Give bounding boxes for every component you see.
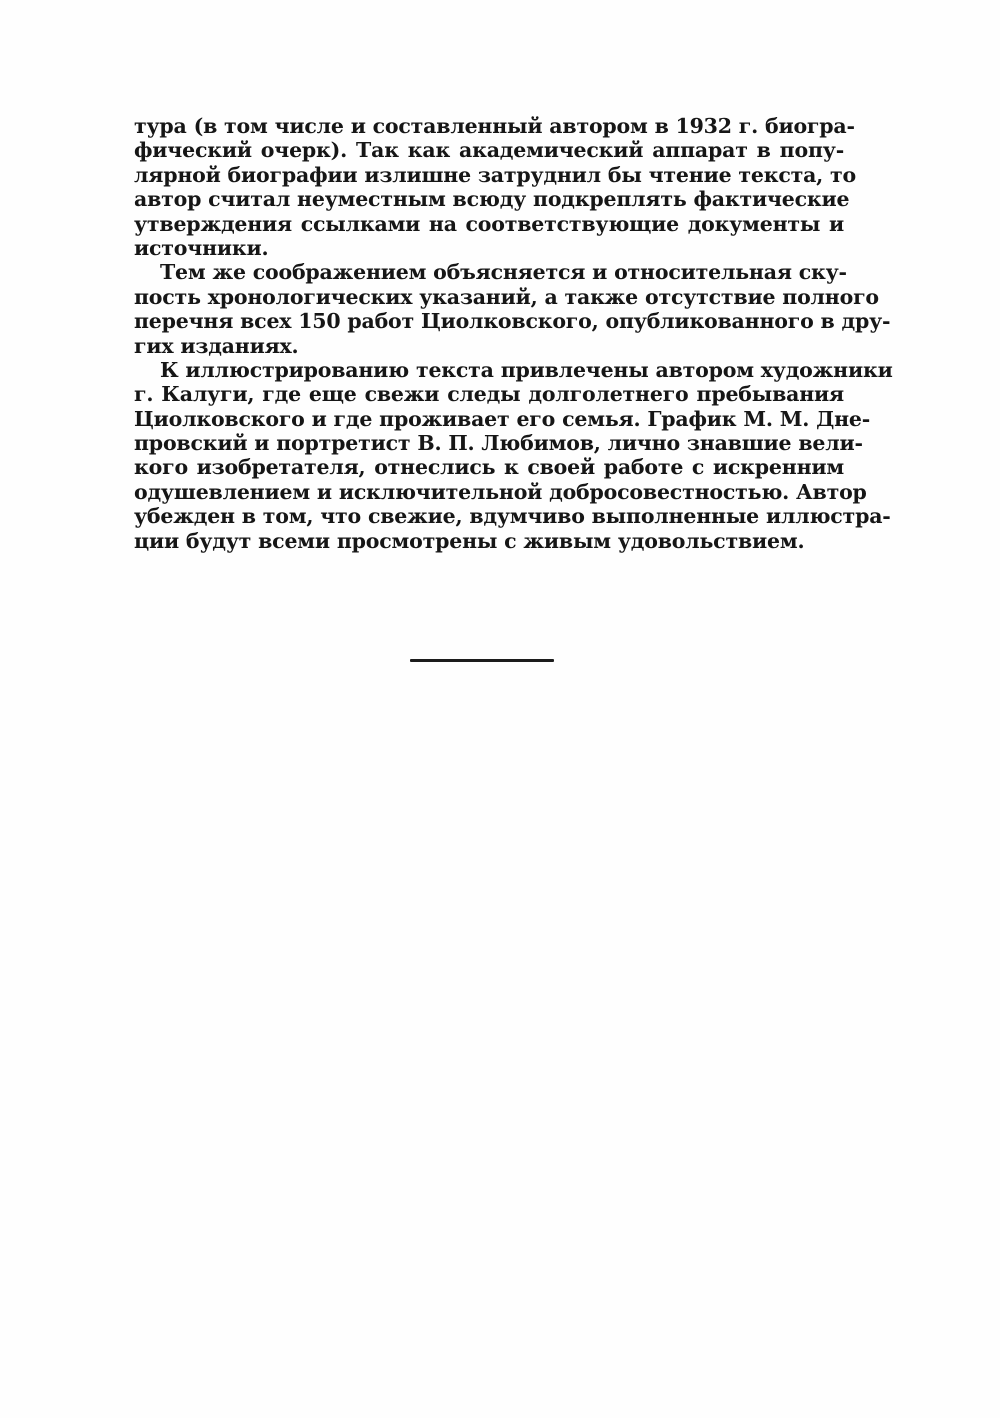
text-line: кого изобретателя, отнеслись к своей работе с искренним	[134, 455, 844, 480]
text-line: тура (в том числе и составленный автором в 1932 г. биогра-	[134, 114, 855, 138]
paragraph-2	[134, 260, 891, 358]
text-line: пость хронологических указаний, а также отсутствие полного	[134, 284, 879, 309]
text-line: фический очерк). Так как академический аппарат в попу-	[134, 138, 844, 163]
text-line: одушевлением и исключительной добросовестностью. Автор	[134, 479, 867, 504]
text-line: ции будут всеми просмотрены с живым удовольствием.	[134, 528, 805, 553]
text-line: утверждения ссылками на соответствующие документы и	[134, 211, 844, 236]
paragraph-1	[134, 114, 857, 260]
text-line: источники.	[134, 235, 269, 260]
paragraph-3	[134, 357, 893, 553]
text-line: г. Калуги, где еще свежи следы долголетнего пребывания	[134, 382, 844, 407]
text-line: Тем же соображением объясняется и относительная ску-	[160, 260, 847, 285]
text-line: лярной биографии излишне затруднил бы чтение текста, то	[134, 162, 857, 187]
text-line: убежден в том, что свежие, вдумчиво выполненные иллюстра-	[134, 504, 891, 529]
text-line: К иллюстрированию текста привлечены автором художники	[160, 357, 893, 382]
text-line: перечня всех 150 работ Циолковского, опубликованного в дру-	[134, 309, 891, 334]
text-line: гих изданиях.	[134, 333, 299, 358]
text-line: Циолковского и где проживает его семья. График М. М. Дне-	[134, 406, 871, 431]
text-line: автор считал неуместным всюду подкреплять фактические	[134, 187, 850, 212]
text-line: провский и портретист В. П. Любимов, лично знавшие вели-	[134, 431, 863, 456]
section-divider	[410, 659, 554, 662]
body-text	[134, 114, 893, 553]
